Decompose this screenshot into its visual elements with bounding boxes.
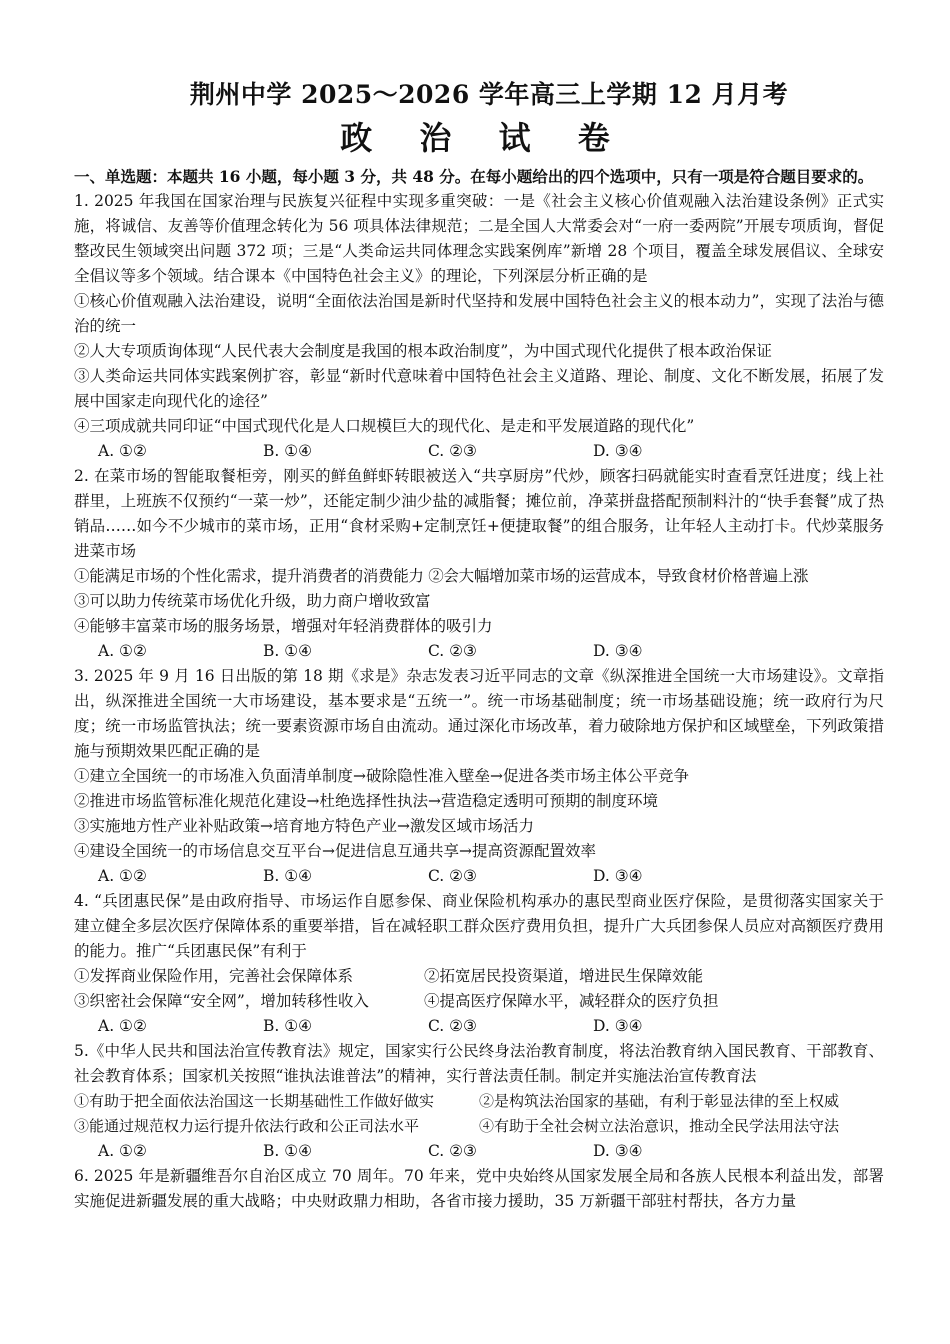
question-item-row [74,1114,884,1139]
exam-school-title: 荆州中学 2025～2026 学年高三上学期 12 月月考 [189,80,789,109]
question-item: ④有助于全社会树立法治意识，推动全民学法用法守法 [479,1117,840,1135]
exam-subject-title: 政 治 试 卷 [340,119,628,157]
question-6 [74,1164,884,1214]
question-item: ③可以助力传统菜市场优化升级，助力商户增收致富 [74,592,431,610]
option-d: D. ③④ [593,642,643,660]
exam-page [74,78,884,1214]
question-5 [74,1039,884,1164]
option-b: B. ①④ [263,1017,313,1035]
question-stem: 5.《中华人民共和国法治宣传教育法》规定，国家实行公民终身法治教育制度，将法治教育纳入国民教育、干部教育、社会教育体系；国家机关按照“谁执法谁普法”的精神，实行普法责任制。制定并实施法治宣传教育法 [74,1042,884,1085]
question-2 [74,464,884,664]
question-stem: 1. 2025 年我国在国家治理与民族复兴征程中实现多重突破：一是《社会主义核心价值观融入法治建设条例》正式实施，将诚信、友善等价值理念转化为 56 项具体法律规范；二是全国人大常委会对“一府一委两院”开展专项质询，督促整改民生领域突出问题 372 项；三是“人类命运共同体理念实践案例库”新增 28 个项目，覆盖全球发展倡议、全球安全倡议等多个领域。结合课本《中国特色社会主义》的理论，下列深层分析正确的是 [74,192,884,285]
question-item: ③人类命运共同体实践案例扩容，彰显“新时代意味着中国特色社会主义道路、理论、制度、文化不断发展，拓展了发展中国家走向现代化的途径” [74,367,884,410]
question-stem: 3. 2025 年 9 月 16 日出版的第 18 期《求是》杂志发表习近平同志的文章《纵深推进全国统一大市场建设》。文章指出，纵深推进全国统一大市场建设，基本要求是“五统一”。统一市场基础制度；统一市场基础设施；统一政府行为尺度；统一市场监管执法；统一要素资源市场自由流动。通过深化市场改革，着力破除地方保护和区域壁垒，下列政策措施与预期效果匹配正确的是 [74,667,884,760]
question-3 [74,664,884,889]
option-a: A. ①② [98,1017,147,1035]
answer-options [74,439,884,464]
option-a: A. ①② [98,642,147,660]
section-heading: 一、单选题：本题共 16 小题，每小题 3 分，共 48 分。在每小题给出的四个选项中，只有一项是符合题目要求的。 [74,167,874,186]
question-item: ④三项成就共同印证“中国式现代化是人口规模巨大的现代化、是走和平发展道路的现代化” [74,417,695,435]
option-d: D. ③④ [593,1017,643,1035]
question-item-row [74,1089,884,1114]
question-1 [74,189,884,464]
option-a: A. ①② [98,442,147,460]
question-item: ②人大专项质询体现“人民代表大会制度是我国的根本政治制度”，为中国式现代化提供了根本政治保证 [74,342,772,360]
question-stem: 6. 2025 年是新疆维吾尔自治区成立 70 周年。70 年来，党中央始终从国家发展全局和各族人民根本利益出发，部署实施促进新疆发展的重大战略；中央财政鼎力相助，各省市接力援助，35 万新疆干部驻村帮扶，各方力量 [74,1167,884,1210]
answer-options [74,639,884,664]
option-b: B. ①④ [263,442,313,460]
question-stem: 2. 在菜市场的智能取餐柜旁，刚买的鲜鱼鲜虾转眼被送入“共享厨房”代炒，顾客扫码就能实时查看烹饪进度；线上社群里，上班族不仅预约“一菜一炒”，还能定制少油少盐的减脂餐；摊位前，净菜拼盘搭配预制料汁的“快手套餐”成了热销品……如今不少城市的菜市场，正用“食材采购+定制烹饪+便捷取餐”的组合服务，让年轻人主动打卡。代炒菜服务进菜市场 [74,467,884,560]
option-c: C. ②③ [428,642,477,660]
question-item: ④建设全国统一的市场信息交互平台→促进信息互通共享→提高资源配置效率 [74,842,596,860]
option-c: C. ②③ [428,1017,477,1035]
option-b: B. ①④ [263,867,313,885]
question-item: ②拓宽居民投资渠道，增进民生保障效能 [424,967,704,985]
option-b: B. ①④ [263,1142,313,1160]
question-item-row [74,964,884,989]
question-item: ①能满足市场的个性化需求，提升消费者的消费能力 ②会大幅增加菜市场的运营成本，导致食材价格普遍上涨 [74,567,809,585]
option-c: C. ②③ [428,867,477,885]
question-item-row [74,989,884,1014]
question-item: ①核心价值观融入法治建设，说明“全面依法治国是新时代坚持和发展中国特色社会主义的根本动力”，实现了法治与德治的统一 [74,292,884,335]
option-a: A. ①② [98,867,147,885]
question-item: ①有助于把全面依法治国这一长期基础性工作做好做实 [74,1092,435,1110]
question-4 [74,889,884,1039]
question-item: ②是构筑法治国家的基础，有利于彰显法律的至上权威 [479,1092,840,1110]
option-c: C. ②③ [428,442,477,460]
option-b: B. ①④ [263,642,313,660]
option-a: A. ①② [98,1142,147,1160]
option-d: D. ③④ [593,867,643,885]
option-d: D. ③④ [593,442,643,460]
answer-options [74,1014,884,1039]
option-c: C. ②③ [428,1142,477,1160]
question-item: ③织密社会保障“安全网”，增加转移性收入 [74,992,369,1010]
answer-options [74,864,884,889]
question-item: ④能够丰富菜市场的服务场景，增强对年轻消费群体的吸引力 [74,617,493,635]
option-d: D. ③④ [593,1142,643,1160]
answer-options [74,1139,884,1164]
question-stem: 4. “兵团惠民保”是由政府指导、市场运作自愿参保、商业保险机构承办的惠民型商业医疗保险，是贯彻落实国家关于建立健全多层次医疗保障体系的重要举措，旨在减轻职工群众医疗费用负担，提升广大兵团参保人员应对高额医疗费用的能力。推广“兵团惠民保”有利于 [74,892,884,960]
question-item: ③能通过规范权力运行提升依法行政和公正司法水平 [74,1117,420,1135]
question-item: ①发挥商业保险作用，完善社会保障体系 [74,967,354,985]
question-item: ②推进市场监管标准化规范化建设→杜绝选择性执法→营造稳定透明可预期的制度环境 [74,792,658,810]
question-item: ④提高医疗保障水平，减轻群众的医疗负担 [424,992,719,1010]
question-item: ③实施地方性产业补贴政策→培育地方特色产业→激发区域市场活力 [74,817,534,835]
question-item: ①建立全国统一的市场准入负面清单制度→破除隐性准入壁垒→促进各类市场主体公平竞争 [74,767,689,785]
